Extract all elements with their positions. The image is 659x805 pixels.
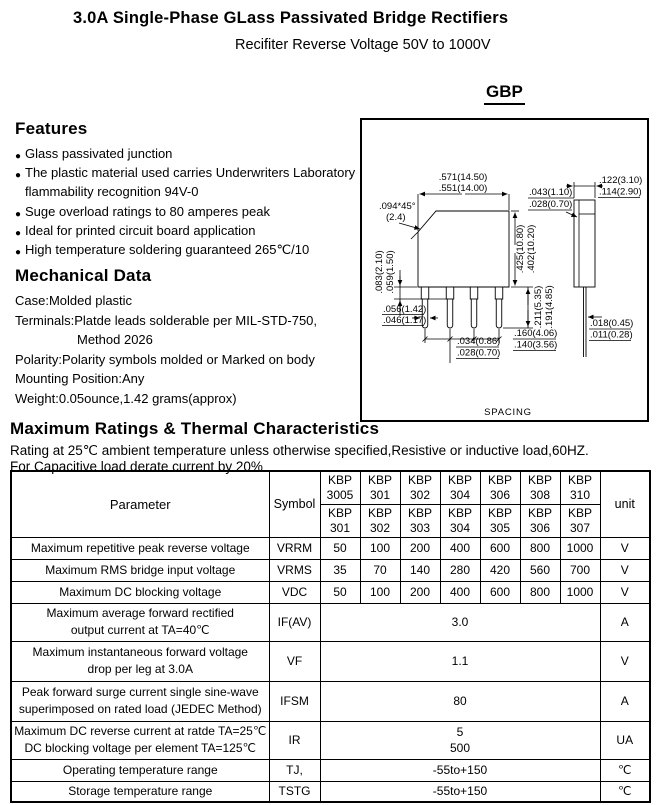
param-line: superimposed on rated load (JEDEC Method)	[18, 702, 262, 716]
value-cell: 1000	[560, 537, 600, 559]
value-cell: 70	[360, 559, 400, 581]
param-cell	[11, 603, 269, 641]
value-cell: 400	[440, 581, 480, 603]
ratings-heading: Maximum Ratings & Thermal Characteristics	[10, 419, 380, 438]
unit-cell: V	[600, 559, 650, 581]
value-cell: 400	[440, 537, 480, 559]
param-cell: Operating temperature range	[11, 759, 269, 781]
dim-body-height-max: .425(10.80)	[515, 224, 526, 274]
ratings-note-2: For Capacitive load derate current by 20%	[10, 459, 263, 474]
dim-body-height-min: .402(10.20)	[526, 224, 537, 274]
value-cell: -55to+150	[320, 781, 600, 802]
dim-side-width-min: .114(2.90)	[599, 186, 642, 198]
mech-line-case: Case:Molded plastic	[15, 293, 133, 308]
mech-line-polarity: Polarity:Polarity symbols molded or Marked on body	[15, 351, 315, 367]
value-cell: 700	[560, 559, 600, 581]
dim-step-min: .028(0.70)	[529, 199, 573, 210]
feature-item: ● The plastic material used carries Underwriters Laboratory flammability recognition 94V-0	[15, 163, 369, 201]
model-header: KBP 305	[480, 504, 520, 537]
package-drawing	[362, 120, 647, 420]
table-row	[11, 537, 650, 559]
unit-cell: ℃	[600, 781, 650, 802]
param-line: Maximum DC reverse current at ratde TA=25℃	[14, 724, 267, 738]
unit-header: unit	[600, 471, 650, 537]
param-cell	[11, 721, 269, 759]
value-cell: 200	[400, 581, 440, 603]
table-row	[11, 581, 650, 603]
value-cell: 140	[400, 559, 440, 581]
mechanical-data-section	[15, 266, 369, 408]
param-line: DC blocking voltage per element TA=125℃	[24, 741, 256, 755]
dim-lead-pitch-min: .140(3.56)	[514, 339, 558, 351]
value-cell: 35	[320, 559, 360, 581]
param-line: Peak forward surge current single sine-wave	[21, 685, 259, 699]
value-cell: 800	[520, 581, 560, 603]
mech-line-terminals: Terminals:Platde leads solderable per MIL-STD-750,	[15, 312, 318, 328]
model-header: KBP 301	[320, 504, 360, 537]
value-cell: 420	[480, 559, 520, 581]
param-line: drop per leg at 3.0A	[87, 662, 193, 676]
value-cell: 1.1	[320, 641, 600, 681]
part-family-label: GBP	[484, 82, 525, 105]
dim-lead-length-max: .211(5.35)	[533, 285, 544, 329]
mech-line-weight: Weight:0.05ounce,1.42 grams(approx)	[15, 390, 237, 406]
package-outline-diagram	[360, 118, 649, 422]
value-cell: -55to+150	[320, 759, 600, 781]
table-row	[11, 781, 650, 802]
feature-item: ● High temperature soldering guaranteed 265℃/10	[15, 240, 369, 259]
model-header: KBP 310	[560, 471, 600, 504]
page-title: 3.0A Single-Phase GLass Passivated Bridge Rectifiers	[73, 9, 509, 27]
value-cell: 280	[440, 559, 480, 581]
model-header: KBP 303	[400, 504, 440, 537]
model-header: KBP 306	[480, 471, 520, 504]
unit-cell: V	[600, 537, 650, 559]
dim-lead-pitch-max: .160(4.06)	[514, 328, 558, 339]
page-subtitle: Recifiter Reverse Voltage 50V to 1000V	[235, 37, 491, 53]
table-row	[11, 603, 650, 641]
model-header: KBP 304	[440, 471, 480, 504]
table-row	[11, 759, 650, 781]
value-cell: 560	[520, 559, 560, 581]
unit-cell: ℃	[600, 759, 650, 781]
dim-lead-width-min: .028(0.70)	[457, 347, 501, 359]
value-cell: 200	[400, 537, 440, 559]
param-cell	[11, 641, 269, 681]
model-header: KBP 302	[360, 504, 400, 537]
front-view-body	[418, 211, 509, 287]
symbol-cell: VF	[269, 641, 320, 681]
model-header: KBP 302	[400, 471, 440, 504]
dim-lead-length-min: .191(4.85)	[544, 285, 555, 329]
dim-step-max: .043(1.10)	[529, 187, 573, 198]
front-view-leads	[421, 287, 503, 328]
value-line: 500	[449, 741, 471, 755]
param-line: output current at TA=40℃	[70, 623, 210, 637]
unit-cell: V	[600, 581, 650, 603]
model-header: KBP 308	[520, 471, 560, 504]
ratings-table	[10, 470, 651, 803]
dim-body-width-min: .551(14.00)	[438, 183, 488, 194]
model-header: KBP 304	[440, 504, 480, 537]
symbol-cell: VRMS	[269, 559, 320, 581]
value-cell: 80	[320, 681, 600, 721]
dim-shoulder-max: .056(1.42)	[383, 304, 427, 315]
value-cell: 600	[480, 581, 520, 603]
param-cell: Maximum DC blocking voltage	[11, 581, 269, 603]
param-line: Maximum average forward rectified	[46, 606, 234, 620]
param-cell: Maximum RMS bridge input voltage	[11, 559, 269, 581]
symbol-header: Symbol	[269, 471, 320, 537]
spacing-caption: SPACING	[484, 407, 532, 418]
dim-lead-width-max: .034(0.86)	[457, 336, 501, 347]
value-cell: 50	[320, 537, 360, 559]
unit-cell: A	[600, 603, 650, 641]
feature-item: ● Ideal for printed circuit board application	[15, 221, 369, 240]
symbol-cell: IR	[269, 721, 320, 759]
mechanical-heading: Mechanical Data	[15, 266, 152, 285]
feature-item: ● Glass passivated junction	[15, 144, 369, 163]
dim-standoff-min: .059(1.50)	[385, 250, 396, 294]
symbol-cell: TJ,	[269, 759, 320, 781]
table-row	[11, 641, 650, 681]
value-cell: 50	[320, 581, 360, 603]
features-section	[15, 119, 369, 259]
table-row	[11, 559, 650, 581]
features-heading: Features	[15, 119, 88, 138]
symbol-cell: VRRM	[269, 537, 320, 559]
ratings-note-1: Rating at 25℃ ambient temperature unless otherwise specified,Resistive or inductive load,60HZ.	[10, 443, 589, 458]
value-cell: 100	[360, 537, 400, 559]
mech-line-method: Method 2026	[77, 332, 153, 347]
dim-side-width-max: .122(3.10)	[599, 175, 643, 186]
dim-chamfer-mm: (2.4)	[386, 212, 406, 223]
symbol-cell: IFSM	[269, 681, 320, 721]
param-line: Maximum instantaneous forward voltage	[32, 645, 248, 659]
param-cell: Maximum repetitive peak reverse voltage	[11, 537, 269, 559]
table-header-row-1	[11, 471, 650, 504]
dim-standoff-max: .083(2.10)	[374, 250, 385, 294]
value-cell: 800	[520, 537, 560, 559]
dim-chamfer: .094*45°	[379, 201, 416, 212]
value-cell: 600	[480, 537, 520, 559]
table-row	[11, 681, 650, 721]
unit-cell: A	[600, 681, 650, 721]
value-cell: 1000	[560, 581, 600, 603]
dim-lead-thickness-min: .011(0.28)	[590, 329, 633, 341]
parameter-header: Parameter	[11, 471, 269, 537]
dim-lead-thickness-max: .018(0.45)	[590, 318, 634, 329]
feature-item: ● Suge overload ratings to 80 amperes peak	[15, 202, 369, 221]
mech-line-mounting: Mounting Position:Any	[15, 371, 145, 386]
param-cell	[11, 681, 269, 721]
param-cell: Storage temperature range	[11, 781, 269, 802]
model-header: KBP 307	[560, 504, 600, 537]
side-view-body	[574, 200, 595, 287]
value-cell: 100	[360, 581, 400, 603]
table-row	[11, 721, 650, 759]
value-cell	[320, 721, 600, 759]
model-header: KBP 306	[520, 504, 560, 537]
dim-shoulder-min: .046(1.17)	[383, 315, 427, 326]
symbol-cell: VDC	[269, 581, 320, 603]
value-line: 5	[456, 725, 464, 739]
dim-body-width-max: .571(14.50)	[438, 172, 488, 183]
unit-cell: UA	[600, 721, 650, 759]
model-header: KBP 301	[360, 471, 400, 504]
symbol-cell: TSTG	[269, 781, 320, 802]
unit-cell: V	[600, 641, 650, 681]
symbol-cell: IF(AV)	[269, 603, 320, 641]
value-cell: 3.0	[320, 603, 600, 641]
model-header: KBP 3005	[320, 471, 360, 504]
